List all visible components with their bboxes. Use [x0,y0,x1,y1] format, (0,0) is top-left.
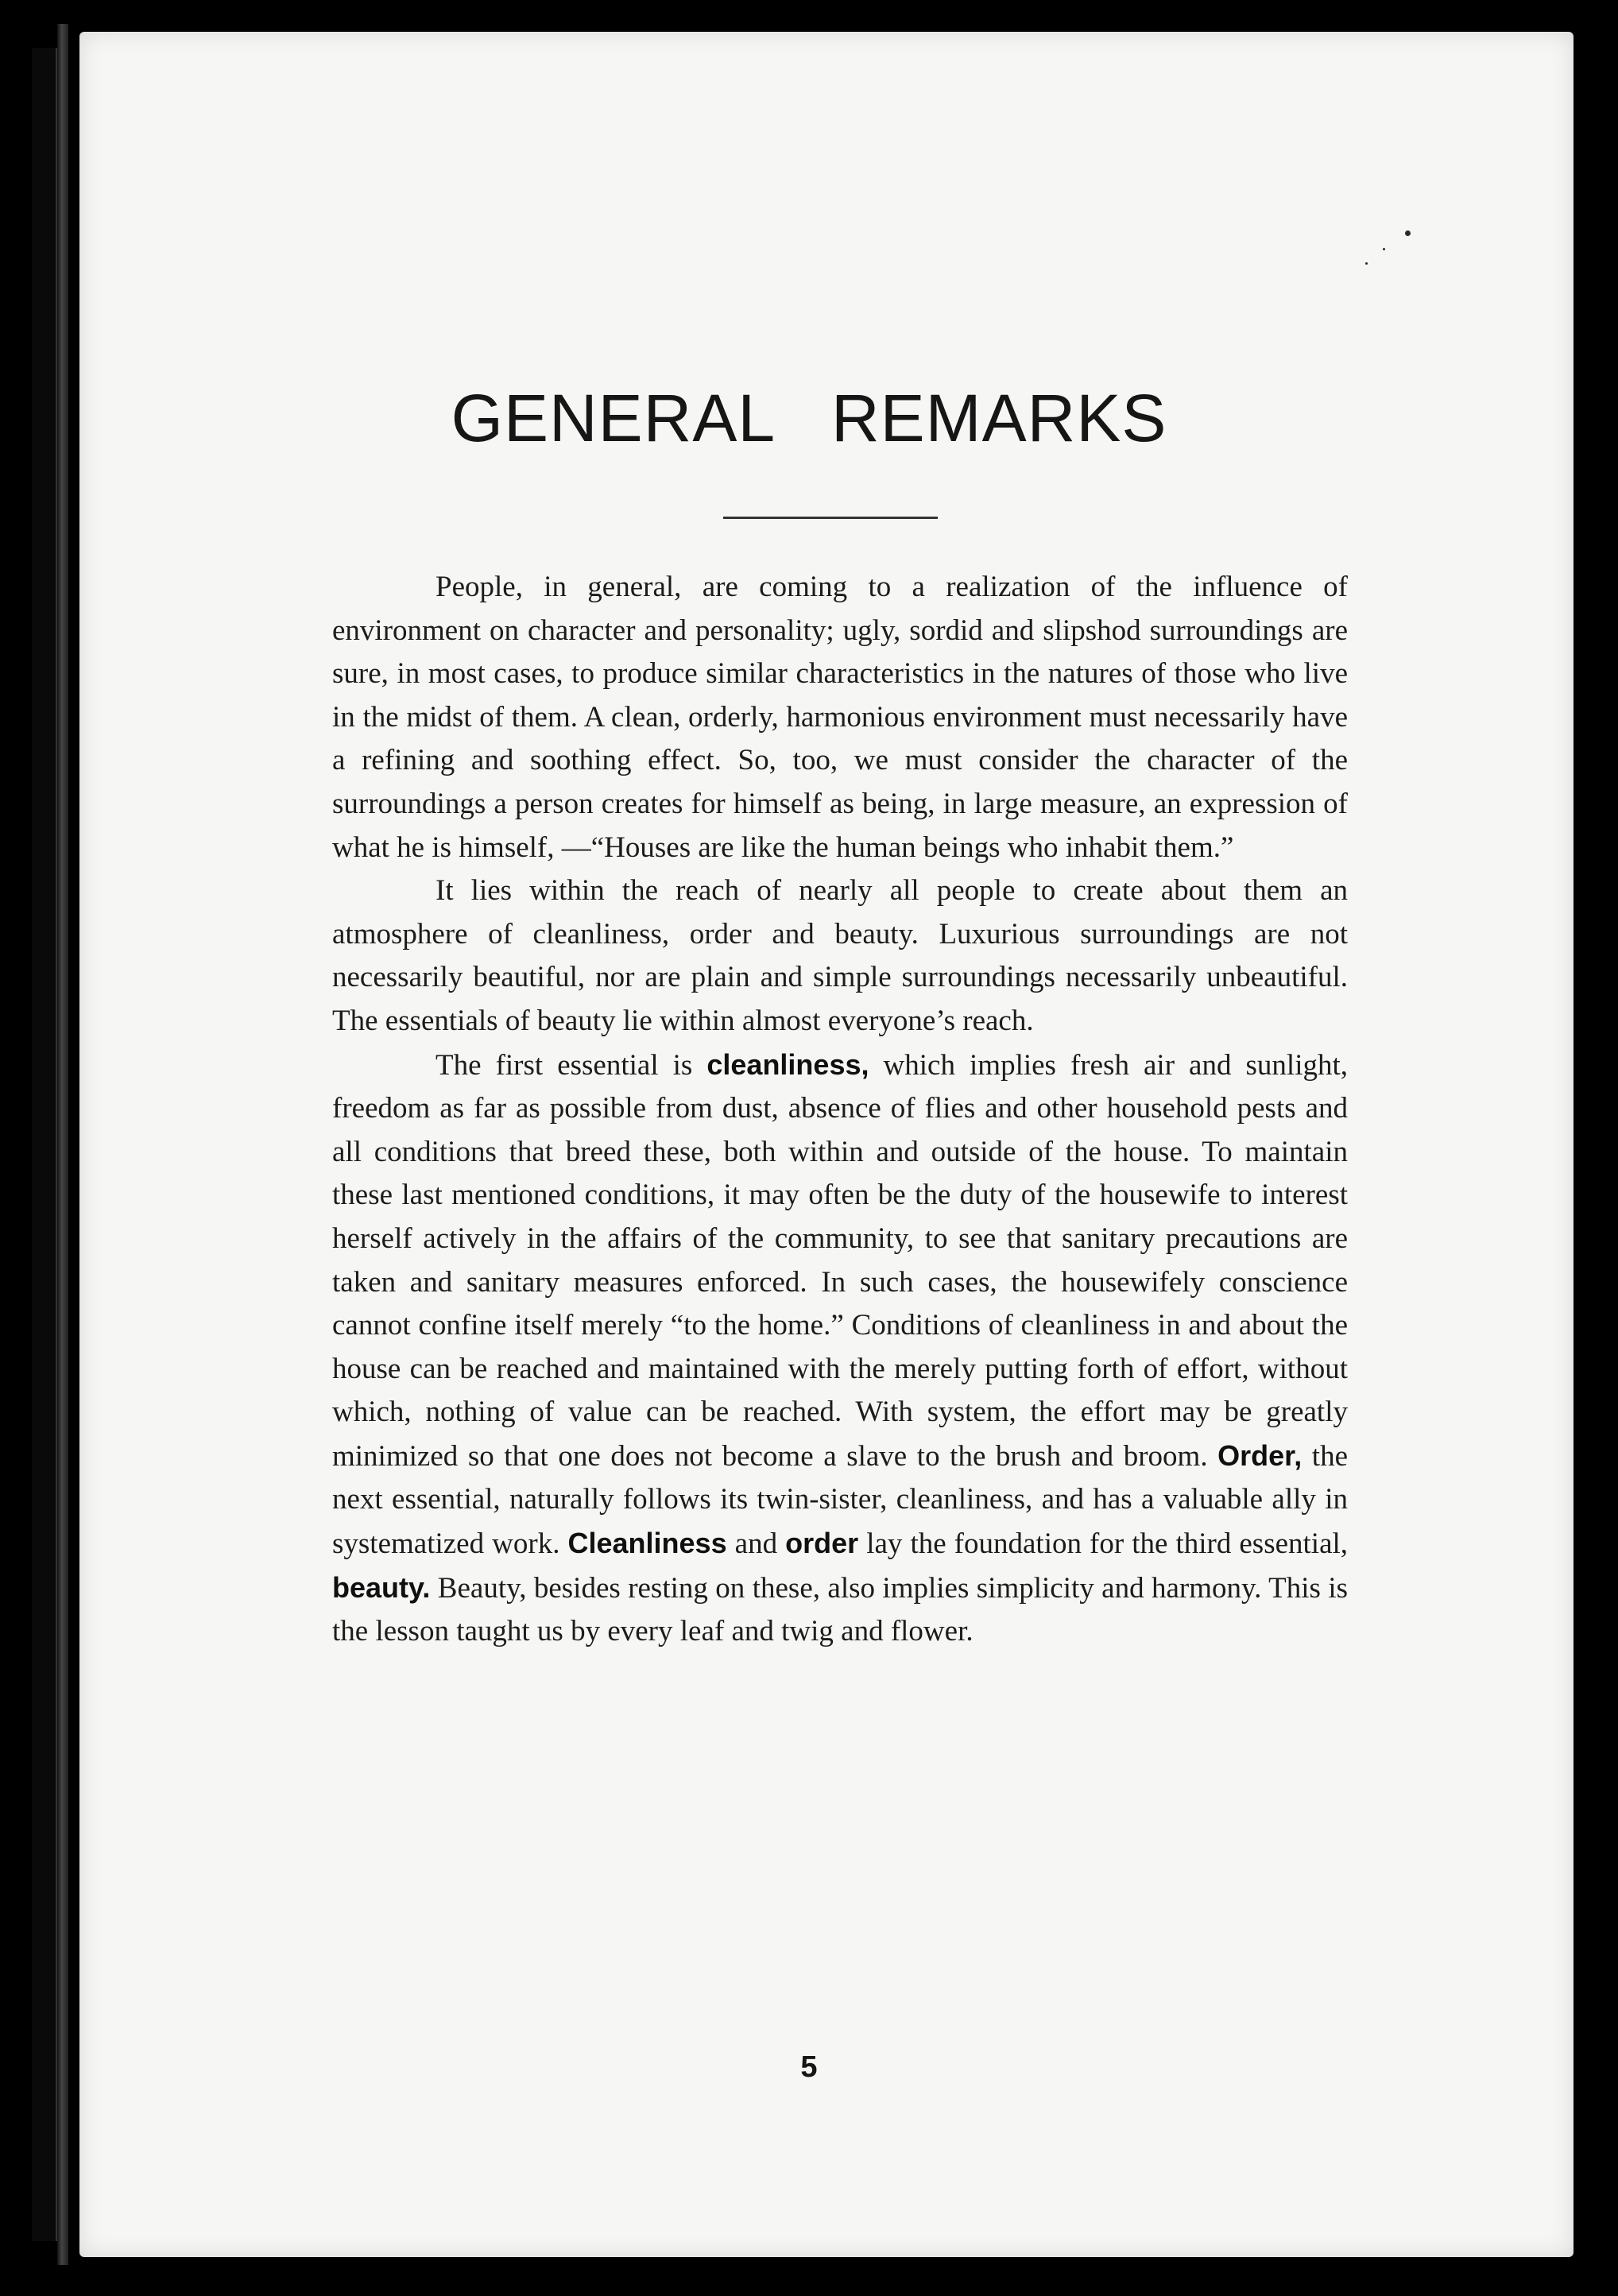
paragraph-1: People, in general, are coming to a realization of the influence of environment on character and personality; ugly, sordid and slipshod surroundings are sure, in most cases, to produce similar characteristics in the natures of those who live in the midst of them. A clean, orderly, harmonious environment must necessarily have a refining and soothing effect. So, too, we must consider the character of the surroundings a person creates for himself as being, in large measure, an expression of what he is himself, —“Houses are like the human beings who inhabit them.” [332,571,1348,864]
page-title: GENERAL REMARKS [451,381,1167,455]
emphasis-order-2: order [785,1527,859,1560]
body-text [332,566,1348,1654]
paragraph-3-text-c: the next essential, naturally follows its twin-sister, cleanliness, and has a valuable ally in systematized work. [332,1439,1348,1561]
emphasis-cleanliness-2: Cleanliness [567,1527,727,1560]
paragraph-3-text-a: The first essential is [435,1048,693,1082]
emphasis-cleanliness: cleanliness, [706,1047,869,1081]
paragraph-3-text-e: lay the foundation for the third essential, [866,1527,1349,1561]
paragraph-3-text-d: and [734,1527,778,1561]
book-spine [57,24,68,2265]
ink-speck [1383,248,1385,250]
page-number: 5 [800,2050,818,2084]
facing-page-edge [32,48,57,2241]
title-divider [723,517,938,519]
ink-speck [1365,262,1368,265]
paragraph-3-text-f: Beauty, besides resting on these, also implies simplicity and harmony. This is the lesson taught us by every leaf and twig and flower. [332,1571,1348,1648]
emphasis-order: Order, [1217,1438,1303,1472]
paragraph-2: It lies within the reach of nearly all people to create about them an atmosphere of cleanliness, order and beauty. Luxurious surroundings are not necessarily beautiful, nor are plain and simple surroundings necessarily unbeautiful. The essentials of beauty lie within almost everyone’s reach. [332,874,1348,1037]
emphasis-beauty: beauty. [332,1570,431,1604]
paragraph-3 [332,1043,1348,1654]
paragraph-3-text-b: which implies fresh air and sunlight, freedom as far as possible from dust, absence of flies and other household pests and all conditions that breed these, both within and outside of the house. To maintain these last mentioned conditions, it may often be the duty of the housewife to interest herself actively in the affairs of the community, to see that sanitary precautions are taken and sanitary measures enforced. In such cases, the housewifely conscience cannot confine itself merely “to the home.” Conditions of cleanliness in and about the house can be reached and maintained with the merely putting forth of effort, without which, nothing of value can be reached. With system, the effort may be greatly minimized so that one does not become a slave to the brush and broom. [332,1048,1349,1473]
ink-speck [1405,230,1411,236]
